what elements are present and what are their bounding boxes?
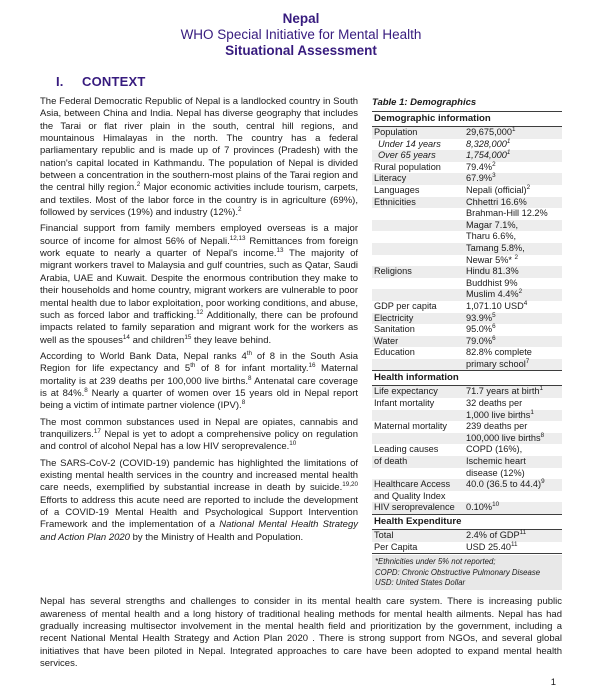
- superscript-ref: 13: [276, 246, 284, 254]
- row-label: Electricity: [374, 312, 414, 323]
- text-run: Financial support from family members employed overseas is a major source of income for almost 56% of Nepali.: [40, 223, 358, 247]
- row-label: [374, 468, 466, 480]
- row-value: 67.9%$^3$: [466, 172, 496, 184]
- heading-number: I.: [56, 74, 64, 89]
- table-footnotes: [372, 555, 562, 590]
- row-label: Total: [374, 530, 394, 540]
- paragraph: [40, 458, 358, 544]
- row-label: [374, 289, 466, 301]
- row-label: Life expectancy: [374, 386, 438, 397]
- row-value: Nepali (official)$^2$: [466, 183, 531, 195]
- row-label: of death: [374, 456, 408, 467]
- row-value: Ischemic heart: [466, 456, 526, 467]
- superscript-ref: 11: [519, 528, 527, 536]
- document-type-title: Situational Assessment: [225, 43, 377, 58]
- row-value: [466, 491, 560, 503]
- superscript-ref: 15: [184, 333, 192, 341]
- table-row: [372, 359, 562, 371]
- text-run: Nepal has several strengths and challenges to consider in its mental health care system. There is increasing public awareness of mental health and a long history of traditional healing methods for mental health ailments. Nepal has had gradually increasing multisector involvement in the mental health field and prioritization by the government, including a recent National Mental Health Strategy and Action Plan 2020 . There is strong support from NGOs, and several global initiatives that have been piloted in Nepal. Integrated approaches to care have been adopted to expand mental health services.: [40, 596, 562, 670]
- text-run: National Mental Health Strategy and Action Plan 2020: [40, 519, 358, 543]
- superscript-ref: 16: [308, 362, 316, 370]
- row-label: Rural population: [374, 161, 441, 172]
- row-label: [374, 243, 466, 255]
- row-label: [374, 278, 466, 290]
- text-run: Nepal is yet to adopt a comprehensive policy on regulation and control of alcohol Nepal has a low HIV seroprevalence.: [40, 428, 358, 453]
- row-label: and Quality Index: [374, 490, 446, 501]
- superscript-ref: 8: [241, 399, 246, 407]
- superscript-ref: 2: [514, 253, 519, 261]
- superscript-ref: 12: [196, 308, 204, 316]
- page-number: 1: [550, 677, 556, 688]
- paragraph: [40, 596, 562, 670]
- row-label: Languages: [374, 184, 420, 195]
- table-row: [372, 220, 562, 232]
- superscript-ref: 1: [506, 149, 511, 157]
- document-header: [40, 11, 562, 59]
- table-section: [372, 370, 562, 514]
- text-column: [40, 96, 358, 548]
- context-section-heading: [56, 74, 562, 89]
- table-row: [372, 421, 562, 433]
- body-columns: [40, 96, 562, 590]
- row-value: Tharu 6.6%,: [466, 231, 517, 242]
- table-row: [372, 468, 562, 480]
- table-row: [372, 313, 562, 325]
- row-value: 29,675,000$^1$: [466, 125, 516, 137]
- text-run: Maternal mortality is at 239 deaths per 100,000 live births.: [40, 363, 358, 387]
- row-label: Education: [374, 347, 415, 358]
- heading-label: CONTEXT: [82, 74, 146, 89]
- row-value: Tamang 5.8%,: [466, 242, 525, 253]
- table-row: [372, 530, 562, 542]
- row-label: Ethnicities: [374, 196, 416, 207]
- table-row: [372, 479, 562, 491]
- row-value: Chhettri 16.6%: [466, 196, 527, 207]
- row-value: 100,000 live births$^8$: [466, 431, 545, 443]
- text-run: Antenatal care coverage is at 84%.: [40, 375, 358, 399]
- text-run: The most common substances used in Nepal are opiates, cannabis and tranquilizers.: [40, 416, 358, 440]
- table-row: [372, 139, 562, 151]
- document-subtitle: WHO Special Initiative for Mental Health: [180, 27, 422, 42]
- superscript-ref: 4: [523, 299, 528, 307]
- superscript-ref: 11: [510, 540, 518, 548]
- superscript-ref: 1: [511, 125, 516, 133]
- row-label: Sanitation: [374, 324, 415, 335]
- table-section-header: Health Expenditure: [372, 515, 562, 530]
- superscript-ref: 10: [289, 440, 297, 448]
- row-value: 71.7 years at birth$^1$: [466, 385, 544, 397]
- superscript-ref: 2: [136, 181, 141, 189]
- text-run: they leave behind.: [191, 334, 272, 346]
- row-value: 82.8% complete: [466, 347, 532, 358]
- row-value: Brahman-Hill 12.2%: [466, 208, 548, 219]
- paragraph: [40, 96, 358, 219]
- superscript-ref: 7: [525, 357, 530, 365]
- row-value: Newar 5%* $^2$: [466, 253, 519, 265]
- row-value: Muslim 4.4%$^2$: [466, 288, 523, 300]
- row-value: 40.0 (36.5 to 44.4)$^9$: [466, 478, 545, 490]
- superscript-ref: 19,20: [342, 481, 358, 489]
- text-run: of 8 for infant mortality.: [195, 363, 309, 375]
- table-row: [372, 173, 562, 185]
- text-run: Additionally, there can be profound impacts related to family separation and migrant work for the workers as well as the spouses: [40, 309, 359, 346]
- row-value: USD 25.40$^{11}$: [466, 540, 518, 552]
- table-row: [372, 386, 562, 398]
- text-run: by the Ministry of Health and Population.: [129, 531, 304, 543]
- row-label: [374, 231, 466, 243]
- row-label: [374, 433, 466, 445]
- row-label: [374, 359, 466, 371]
- table-section-header: Health information: [372, 371, 562, 386]
- row-label: GDP per capita: [374, 300, 437, 311]
- row-value: 95.0%$^6$: [466, 323, 496, 335]
- row-value: Magar 7.1%,: [466, 219, 519, 230]
- superscript-ref: th: [190, 362, 196, 370]
- footnote-line: USD: United States Dollar: [375, 578, 466, 587]
- row-value: 239 deaths per: [466, 421, 528, 432]
- row-label: Literacy: [374, 173, 407, 184]
- superscript-ref: 5: [492, 311, 496, 319]
- table-row: [372, 266, 562, 278]
- table-row: [372, 150, 562, 162]
- row-value: primary school$^7$: [466, 357, 530, 369]
- superscript-ref: 6: [492, 323, 496, 331]
- superscript-ref: 1: [506, 137, 511, 145]
- table-row: [372, 456, 562, 468]
- paragraph: [40, 223, 358, 346]
- table-row: [372, 127, 562, 139]
- row-label: [374, 255, 466, 267]
- paragraph: [40, 417, 358, 454]
- table-row: [372, 542, 562, 554]
- row-value: 0.10%$^{10}$: [466, 501, 500, 513]
- table-row: [372, 208, 562, 220]
- row-value: 79.0%$^6$: [466, 334, 496, 346]
- row-value: Buddhist 9%: [466, 277, 518, 288]
- superscript-ref: 8: [248, 374, 252, 382]
- row-value: disease (12%): [466, 467, 525, 478]
- row-label: [374, 220, 466, 232]
- table-row: [372, 433, 562, 445]
- table-section-header: Demographic information: [372, 112, 562, 127]
- row-value: 1,754,000$^1$: [466, 149, 511, 161]
- table-row: [372, 491, 562, 503]
- table-row: [372, 289, 562, 301]
- table-row: [372, 444, 562, 456]
- text-run: Major economic activities include tourism, carpets, and textiles. Most of the labor force in the country is in agriculture (69%), followed by services (19%) and industry (12%).: [40, 182, 358, 219]
- table-row: [372, 255, 562, 267]
- table-title: Table 1: Demographics: [372, 97, 477, 108]
- demographics-table: [372, 96, 562, 590]
- closing-paragraph: [40, 596, 562, 670]
- superscript-ref: 6: [492, 334, 496, 342]
- table-section: [372, 111, 562, 370]
- table-row: [372, 243, 562, 255]
- table-row: [372, 410, 562, 422]
- superscript-ref: 8: [540, 431, 545, 439]
- row-value: 79.4%$^2$: [466, 160, 496, 172]
- table-section: [372, 514, 562, 554]
- text-run: The SARS-CoV-2 (COVID-19) pandemic has highlighted the limitations of existing mental health services in the country and increased mental health care needs, exemplified by substantial increase in death by suicide.: [40, 457, 358, 494]
- row-label: Leading causes: [374, 444, 439, 455]
- row-value: 32 deaths per: [466, 398, 523, 409]
- table-row: [372, 197, 562, 209]
- row-label: Population: [374, 127, 418, 137]
- table-row: [372, 324, 562, 336]
- superscript-ref: 2: [238, 205, 242, 213]
- superscript-ref: 2: [492, 160, 496, 168]
- table-row: [372, 185, 562, 197]
- row-value: 93.9%$^5$: [466, 311, 496, 323]
- row-label: Water: [374, 335, 399, 346]
- table-row: [372, 278, 562, 290]
- row-value: 8,328,000$^1$: [466, 137, 511, 149]
- row-label: Over 65 years: [378, 150, 436, 161]
- text-run: Efforts to address this acute need are reported to include the development of a COVID-19 Mental Health and Psychological Support Intervention Framework and the implementation of a: [40, 494, 358, 531]
- table-row: [372, 336, 562, 348]
- superscript-ref: th: [246, 349, 253, 357]
- table-sections: [372, 111, 562, 554]
- table-row: [372, 231, 562, 243]
- row-label: Infant mortality: [374, 398, 435, 409]
- country-title: Nepal: [282, 11, 320, 26]
- paragraph: [40, 351, 358, 413]
- table-row: [372, 301, 562, 313]
- superscript-ref: 3: [492, 172, 496, 180]
- row-label: Under 14 years: [378, 138, 441, 149]
- table-row: [372, 347, 562, 359]
- text-run: of 8 in the South Asia Region for life expectancy and 5: [40, 350, 358, 375]
- row-value: 2.4% of GDP$^{11}$: [466, 528, 527, 540]
- footnote-line: *Ethnicities under 5% not reported;: [375, 557, 496, 567]
- row-value: Hindu 81.3%: [466, 266, 519, 277]
- row-label: [374, 410, 466, 422]
- text-run: Nearly a quarter of women over 15 years old in Nepal report being a victim of intimate partner violence (IPV).: [40, 387, 358, 412]
- superscript-ref: 2: [518, 288, 523, 296]
- superscript-ref: 14: [122, 333, 130, 341]
- row-label: Per Capita: [374, 541, 418, 552]
- row-label: HIV seroprevalence: [374, 502, 455, 513]
- row-label: [374, 208, 466, 220]
- superscript-ref: 2: [526, 183, 531, 191]
- row-value: COPD (16%),: [466, 444, 523, 455]
- superscript-ref: 17: [93, 427, 101, 435]
- table-row: [372, 502, 562, 514]
- table-row: [372, 162, 562, 174]
- text-run: and children: [129, 334, 185, 346]
- text-run: The majority of migrant workers travel to Malaysia and gulf countries, such as Qatar, Saudi Arabia, UAE and Kuwait. Despite the enormous contribution they make to their households and home country, migrant workers are vulnerable to poor mental health due to labor exploitation, poor working conditions, and abuse, such as forced labor and trafficking.: [40, 248, 359, 321]
- row-value: 1,071.10 USD$^4$: [466, 299, 528, 311]
- footnote-line: COPD: Chronic Obstructive Pulmonary Disease: [375, 567, 541, 577]
- superscript-ref: 9: [541, 478, 545, 486]
- text-run: The Federal Democratic Republic of Nepal is a landlocked country in South Asia, between China and India. Nepal has diverse geography that includes the Tarai or flat river plain in the south, central hill regions, and mountainous Himalayas in the north. The country has a federal parliamentary republic and is made up of 7 provinces (Pradesh) with the nation's capital located in Kathmandu. The population of Nepal is divided between a concentration in the southern-most plains of the Tarai region and the central hilly region.: [40, 96, 358, 194]
- row-value: 1,000 live births$^1$: [466, 408, 534, 420]
- text-run: According to World Bank Data, Nepal ranks 4: [40, 350, 247, 362]
- row-label: Maternal mortality: [374, 421, 448, 432]
- text-run: Remittances from foreign work equate to nearly a quarter of Nepal's income.: [40, 235, 358, 260]
- superscript-ref: 1: [530, 408, 534, 416]
- row-label: Religions: [374, 266, 412, 277]
- superscript-ref: 10: [492, 501, 500, 509]
- row-label: Healthcare Access: [374, 479, 451, 490]
- superscript-ref: 1: [539, 385, 544, 393]
- superscript-ref: 12,13: [229, 234, 246, 242]
- superscript-ref: 8: [84, 386, 88, 394]
